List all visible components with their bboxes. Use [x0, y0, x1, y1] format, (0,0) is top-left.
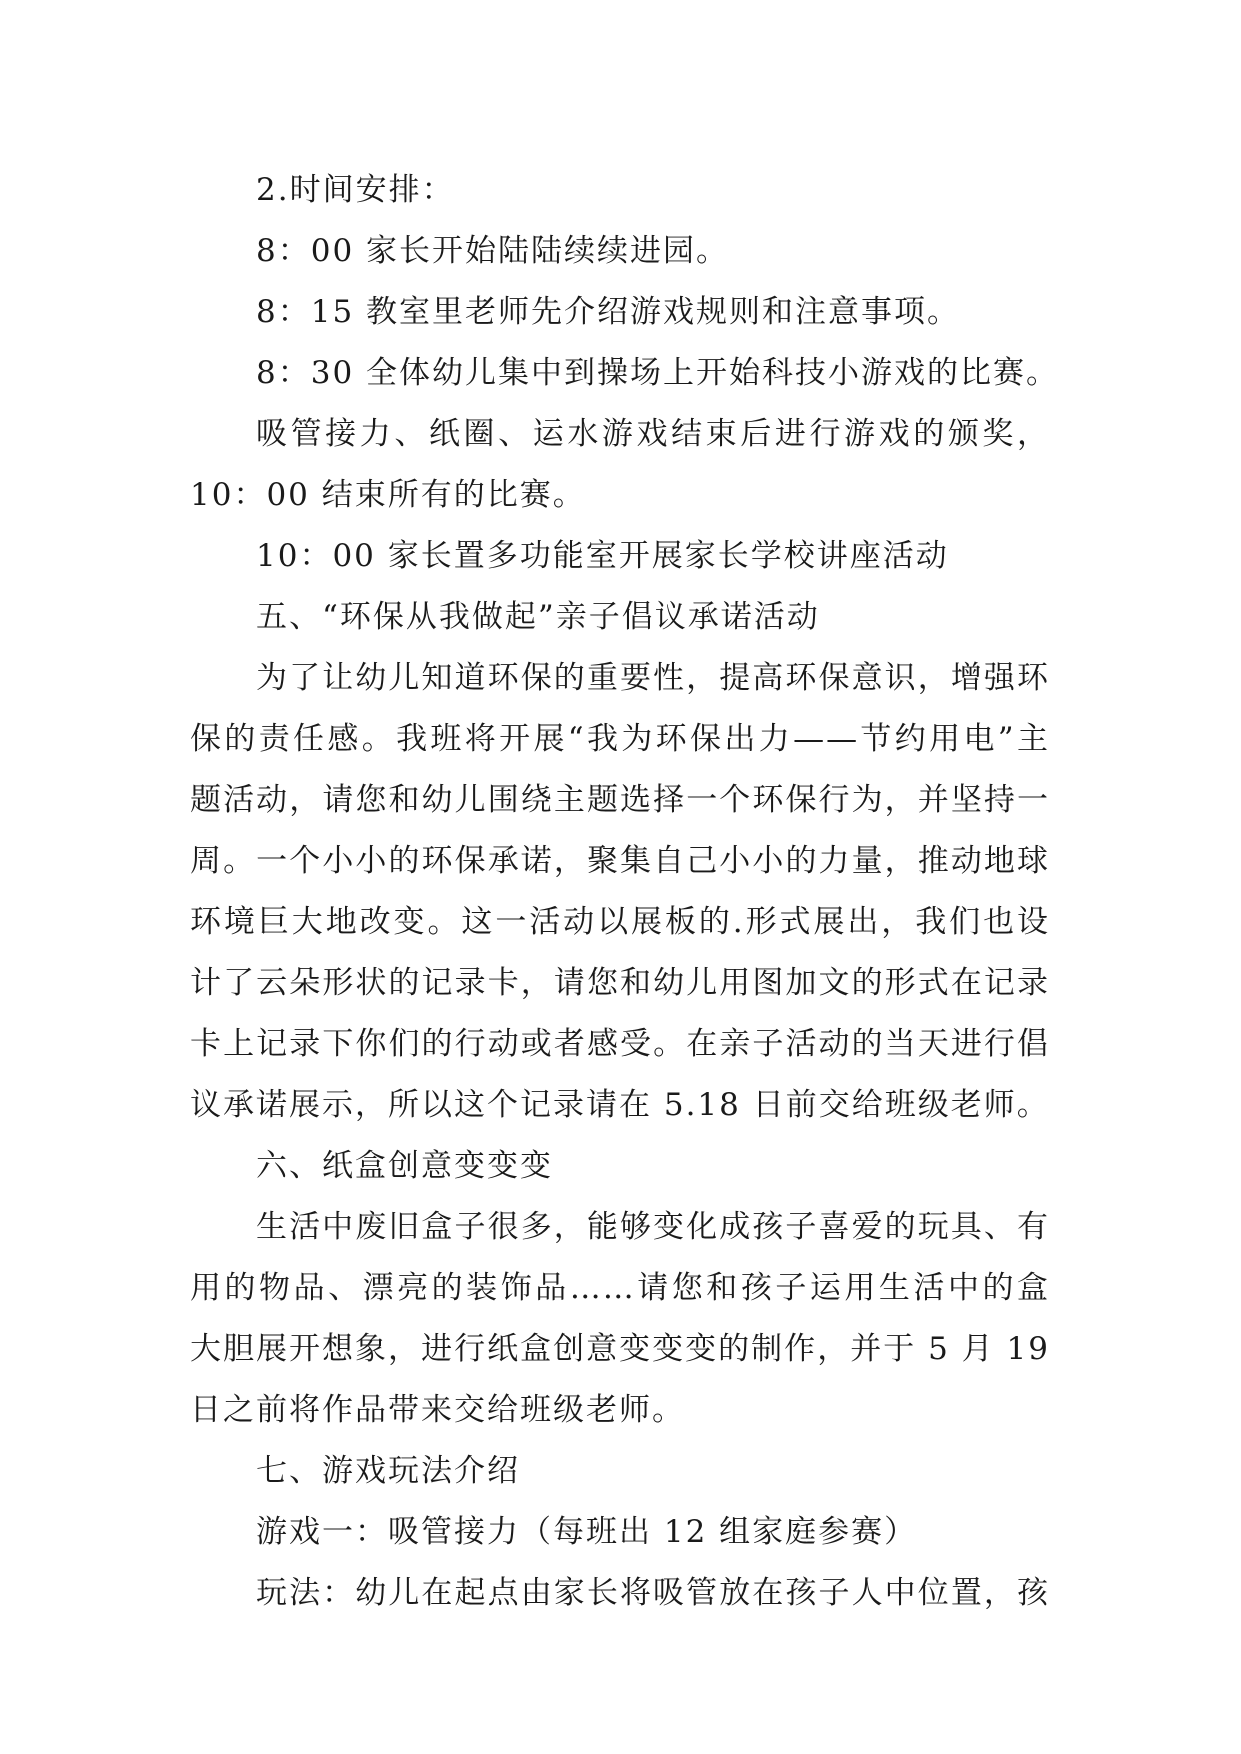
section-five-paragraph-line: 周。一个小小的环保承诺，聚集自己小小的力量，推动地球 [190, 843, 1050, 879]
game-one-title: 游戏一：吸管接力（每班出 12 组家庭参赛） [256, 1514, 918, 1550]
section-five-paragraph-line: 为了让幼儿知道环保的重要性，提高环保意识，增强环 [256, 660, 1050, 696]
section-five-paragraph-line: 保的责任感。我班将开展“我为环保出力——节约用电”主 [190, 721, 1050, 757]
section-five-paragraph-line: 计了云朵形状的记录卡，请您和幼儿用图加文的形式在记录 [190, 965, 1050, 1001]
schedule-item-0800: 8：00 家长开始陆陆续续进园。 [256, 233, 730, 269]
section-seven-heading: 七、游戏玩法介绍 [256, 1453, 520, 1489]
game-one-rules-line: 玩法：幼儿在起点由家长将吸管放在孩子人中位置，孩 [256, 1575, 1050, 1611]
time-schedule-heading: 2.时间安排： [256, 172, 455, 208]
section-six-heading: 六、纸盒创意变变变 [256, 1148, 553, 1184]
schedule-item-1000-lecture: 10：00 家长置多功能室开展家长学校讲座活动 [256, 538, 949, 574]
schedule-item-0830: 8：30 全体幼儿集中到操场上开始科技小游戏的比赛。 [256, 355, 1060, 391]
section-six-paragraph-line: 大胆展开想象，进行纸盒创意变变变的制作，并于 5 月 19 [190, 1331, 1050, 1367]
section-five-paragraph-line: 环境巨大地改变。这一活动以展板的.形式展出，我们也设 [190, 904, 1050, 940]
section-six-paragraph-line: 日之前将作品带来交给班级老师。 [190, 1392, 685, 1428]
section-five-paragraph-line: 题活动，请您和幼儿围绕主题选择一个环保行为，并坚持一 [190, 782, 1050, 818]
schedule-item-1000-end: 10：00 结束所有的比赛。 [190, 477, 586, 513]
schedule-item-0815: 8：15 教室里老师先介绍游戏规则和注意事项。 [256, 294, 961, 330]
section-six-paragraph-line: 用的物品、漂亮的装饰品……请您和孩子运用生活中的盒 [190, 1270, 1050, 1306]
section-five-heading: 五、“环保从我做起”亲子倡议承诺活动 [256, 599, 820, 635]
section-six-paragraph-line: 生活中废旧盒子很多，能够变化成孩子喜爱的玩具、有 [256, 1209, 1050, 1245]
schedule-awards-line: 吸管接力、纸圈、运水游戏结束后进行游戏的颁奖， [256, 416, 1050, 452]
section-five-paragraph-line: 卡上记录下你们的行动或者感受。在亲子活动的当天进行倡 [190, 1026, 1050, 1062]
section-five-paragraph-line: 议承诺展示，所以这个记录请在 5.18 日前交给班级老师。 [190, 1087, 1050, 1123]
document-body [190, 160, 1060, 1624]
